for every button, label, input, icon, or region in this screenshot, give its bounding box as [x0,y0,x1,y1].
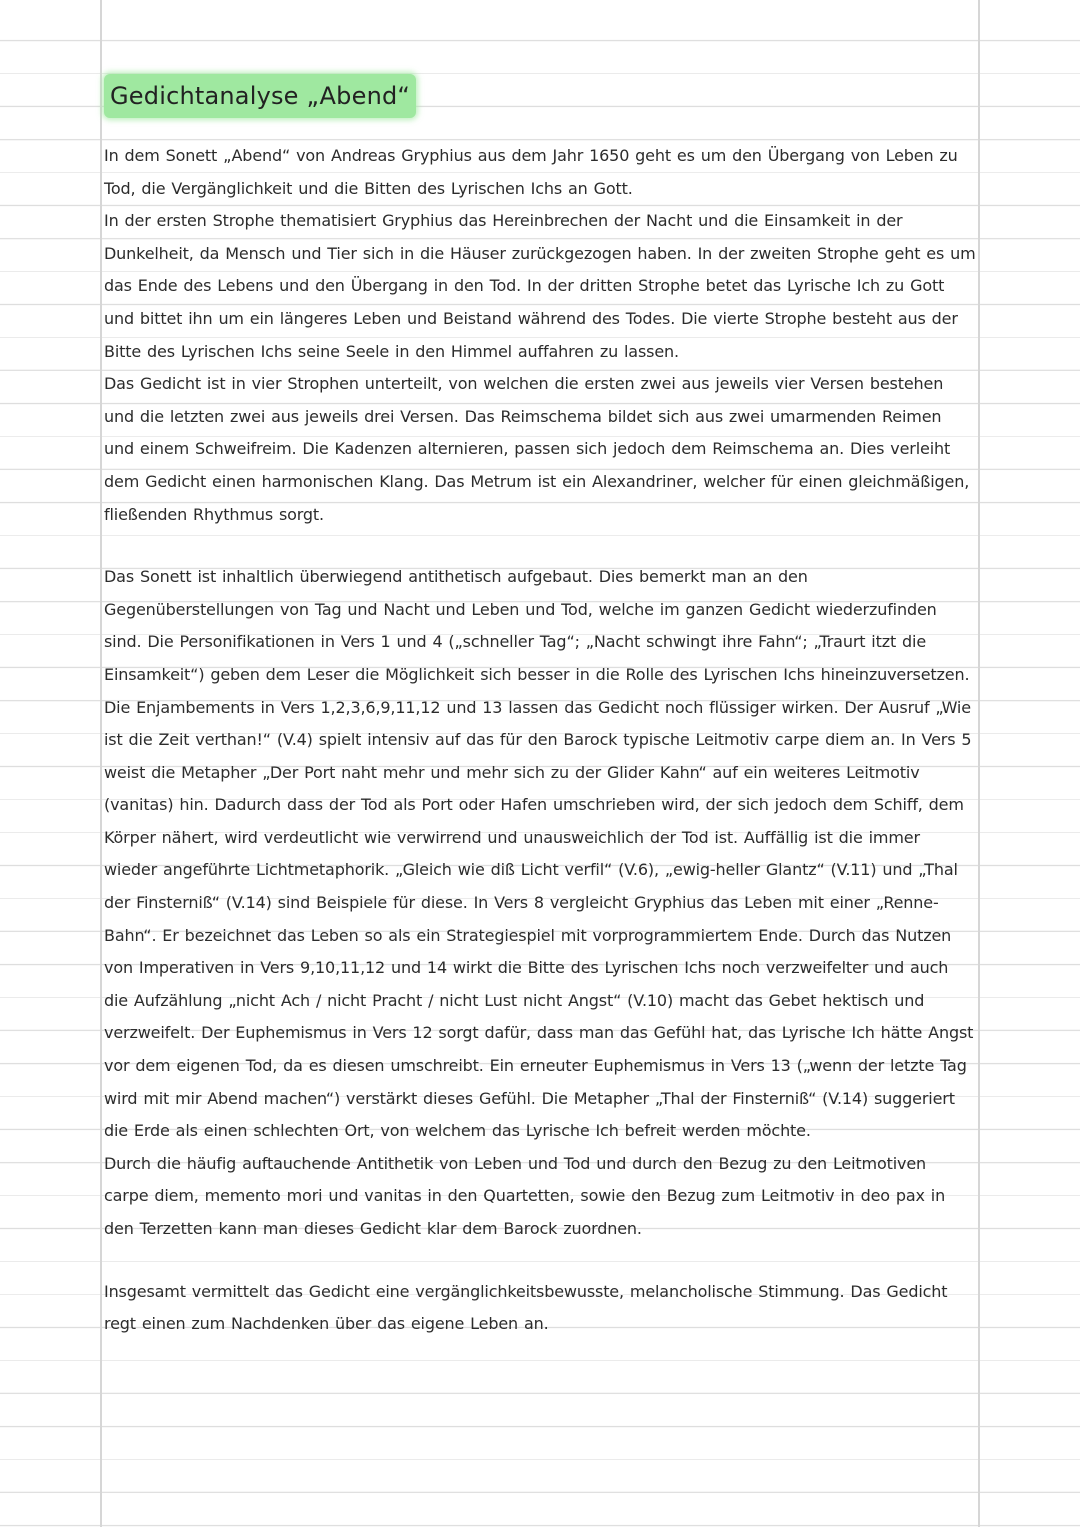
epoch-assignment-paragraph: Durch die häufig auftauchende Antithetik von Leben und Tod und durch den Bezug zu den Leitmotiven carpe diem, memento mori und vanitas in den Quartetten, sowie den Bezug zum Leitmotiv in deo pax in den Terzetten kann man dieses Gedicht klar dem Barock zuordnen. [104,1153,946,1238]
handwritten-page [104,74,976,1341]
stylistic-devices-paragraph: Das Sonett ist inhaltlich überwiegend antithetisch aufgebaut. Dies bemerkt man an den Gegenüberstellungen von Tag und Nacht und Leben und Tod, welche im ganzen Gedicht wiederzufinden sind. Die Personifikationen in Vers 1 und 4 („schneller Tag“; „Nacht schwingt ihre Fahn“; „Traurt itzt die Einsamkeit“) geben dem Leser die Möglichkeit sich besser in die Rolle des Lyrischen Ichs hineinzuversetzen. Die Enjambements in Vers 1,2,3,6,9,11,12 und 13 lassen das Gedicht noch flüssiger wirken. Der Ausruf „Wie ist die Zeit verthan!“ (V.4) spielt intensiv auf das für den Barock typische Leitmotiv carpe diem an. In Vers 5 weist die Metapher „Der Port naht mehr und mehr sich zu der Glider Kahn“ auf ein weiteres Leitmotiv (vanitas) hin. Dadurch dass der Tod als Port oder Hafen umschrieben wird, der sich jedoch dem Schiff, dem Körper nähert, wird verdeutlicht wie verwirrend und unausweichlich der Tod ist. Auffällig ist die immer wieder angeführte Lichtmetaphorik. „Gleich wie diß Licht verfil“ (V.6), „ewig-heller Glantz“ (V.11) und „Thal der Finsterniß“ (V.14) sind Beispiele für diese. In Vers 8 vergleicht Gryphius das Leben mit einer „Renne-Bahn“. Er bezeichnet das Leben so als ein Strategiespiel mit vorprogrammiertem Ende. Durch das Nutzen von Imperativen in Vers 9,10,11,12 und 14 wirkt die Bitte des Lyrischen Ichs noch verzweifelter und auch die Aufzählung „nicht Ach / nicht Pracht / nicht Lust nicht Angst“ (V.10) macht das Gebet hektisch und verzweifelt. Der Euphemismus in Vers 12 sorgt dafür, dass man das Gefühl hat, das Lyrische Ich hätte Angst vor dem eigenen Tod, da es diesen umschreibt. Ein erneuter Euphemismus in Vers 13 („wenn der letzte Tag wird mit mir Abend machen“) verstärkt dieses Gefühl. Die Metapher „Thal der Finsterniß“ (V.14) suggeriert die Erde als einen schlechten Ort, von welchem das Lyrische Ich befreit werden möchte. [104,567,974,1141]
conclusion-paragraph: Insgesamt vermittelt das Gedicht eine vergänglichkeitsbewusste, melancholische Stimmung. Das Gedicht regt einen zum Nachdenken über das eigene Leben an. [104,1281,948,1334]
content-summary-paragraph: In der ersten Strophe thematisiert Gryphius das Hereinbrechen der Nacht und die Einsamkeit in der Dunkelheit, da Mensch und Tier sich in die Häuser zurückgezogen haben. In der zweiten Strophe geht es um das Ende des Lebens und den Übergang in den Tod. In der dritten Strophe betet das Lyrische Ich zu Gott und bittet ihn um ein längeres Leben und Beistand während des Todes. Die vierte Strophe besteht aus der Bitte des Lyrischen Ichs seine Seele in den Himmel auffahren zu lassen. [104,211,976,361]
paragraph-gap [104,1246,976,1276]
page-title: Gedichtanalyse „Abend“ [104,74,416,118]
intro-paragraph: In dem Sonett „Abend“ von Andreas Gryphius aus dem Jahr 1650 geht es um den Übergang von Leben zu Tod, die Vergänglichkeit und die Bitten des Lyrischen Ichs an Gott. [104,146,958,198]
left-margin-line [100,0,102,1527]
right-margin-line [978,0,980,1527]
form-paragraph: Das Gedicht ist in vier Strophen unterteilt, von welchen die ersten zwei aus jeweils vier Versen bestehen und die letzten zwei aus jeweils drei Versen. Das Reimschema bildet sich aus zwei umarmenden Reimen und einem Schweifreim. Die Kadenzen alternieren, passen sich jedoch dem Reimschema an. Dies verleiht dem Gedicht einen harmonischen Klang. Das Metrum ist ein Alexandriner, welcher für einen gleichmäßigen, fließenden Rhythmus sorgt. [104,374,970,524]
paragraph-gap [104,531,976,561]
